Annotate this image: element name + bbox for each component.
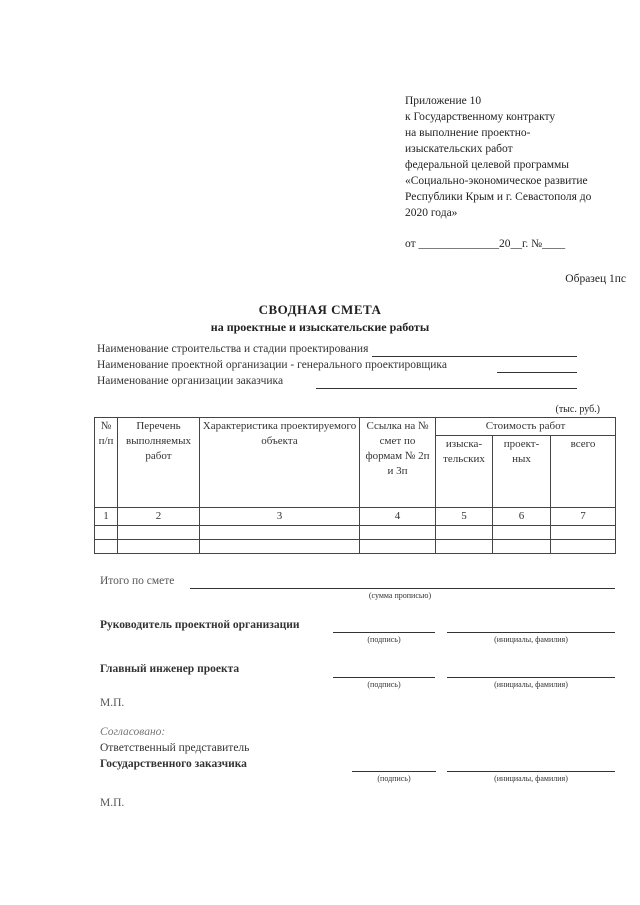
total-caption: (сумма прописью) [368,591,432,600]
header-num: № п/п [95,418,118,508]
header-cost-group: Стоимость работ [436,418,616,436]
design-org-label: Наименование проектной организации - генерального проектировщика [97,359,447,371]
document-title: СВОДНАЯ СМЕТА [258,302,382,317]
table-row[interactable] [95,540,616,554]
column-number: 3 [200,508,360,526]
chief-signature-line[interactable] [333,677,435,678]
representative-label-line1: Ответственный представитель [100,742,250,754]
representative-name-line[interactable] [447,771,615,772]
appendix-line: на выполнение проектно- [405,127,531,139]
appendix-line: Приложение 10 [405,95,482,107]
total-label: Итого по смете [100,575,175,587]
sign-caption: (подпись) [367,635,401,644]
header-characteristics: Характеристика проектируемого объекта [200,418,360,508]
contract-date-number: от ______________20__г. №____ [405,238,566,250]
initials-caption: (инициалы, фамилия) [494,635,568,644]
head-name-line[interactable] [447,632,615,633]
total-line[interactable] [190,588,615,589]
column-number: 7 [551,508,616,526]
column-number: 1 [95,508,118,526]
column-number: 5 [436,508,493,526]
appendix-block [405,93,635,221]
construction-name-label: Наименование строительства и стадии проектирования [97,343,369,355]
document-subtitle: на проектные и изыскательские работы [210,320,430,334]
customer-org-label: Наименование организации заказчика [97,375,284,387]
estimate-table [94,417,616,554]
seal-placeholder: М.П. [100,697,125,709]
representative-label-line2: Государственного заказчика [100,758,247,770]
appendix-line: федеральной целевой программы [405,159,569,171]
sign-caption: (подпись) [367,680,401,689]
column-number: 6 [493,508,551,526]
sample-label: Образец 1пс [565,273,626,285]
header-reference: Ссылка на № смет по формам № 2п и 3п [360,418,436,508]
head-label: Руководитель проектной организации [100,619,300,631]
header-design: проект-ных [493,436,551,508]
sign-caption: (подпись) [377,774,411,783]
initials-caption: (инициалы, фамилия) [494,680,568,689]
agreed-label: Согласовано: [100,726,166,738]
appendix-line: «Социально-экономическое развитие [405,175,588,187]
column-number: 4 [360,508,436,526]
appendix-line: Республики Крым и г. Севастополя до [405,191,592,203]
table-row[interactable] [95,526,616,540]
chief-name-line[interactable] [447,677,615,678]
header-survey: изыска-тельских [436,436,493,508]
design-org-line[interactable] [497,372,577,373]
construction-name-line[interactable] [372,356,577,357]
head-signature-line[interactable] [333,632,435,633]
column-number: 2 [118,508,200,526]
appendix-line: изыскательских работ [405,143,513,155]
seal-placeholder: М.П. [100,797,125,809]
representative-signature-line[interactable] [352,771,436,772]
initials-caption: (инициалы, фамилия) [494,774,568,783]
table-units: (тыс. руб.) [555,404,600,415]
chief-engineer-label: Главный инженер проекта [100,663,240,675]
header-works: Перечень выполняемых работ [118,418,200,508]
header-total: всего [551,436,616,508]
customer-org-line[interactable] [316,388,577,389]
appendix-line: 2020 года» [405,207,458,219]
appendix-line: к Государственному контракту [405,111,556,123]
